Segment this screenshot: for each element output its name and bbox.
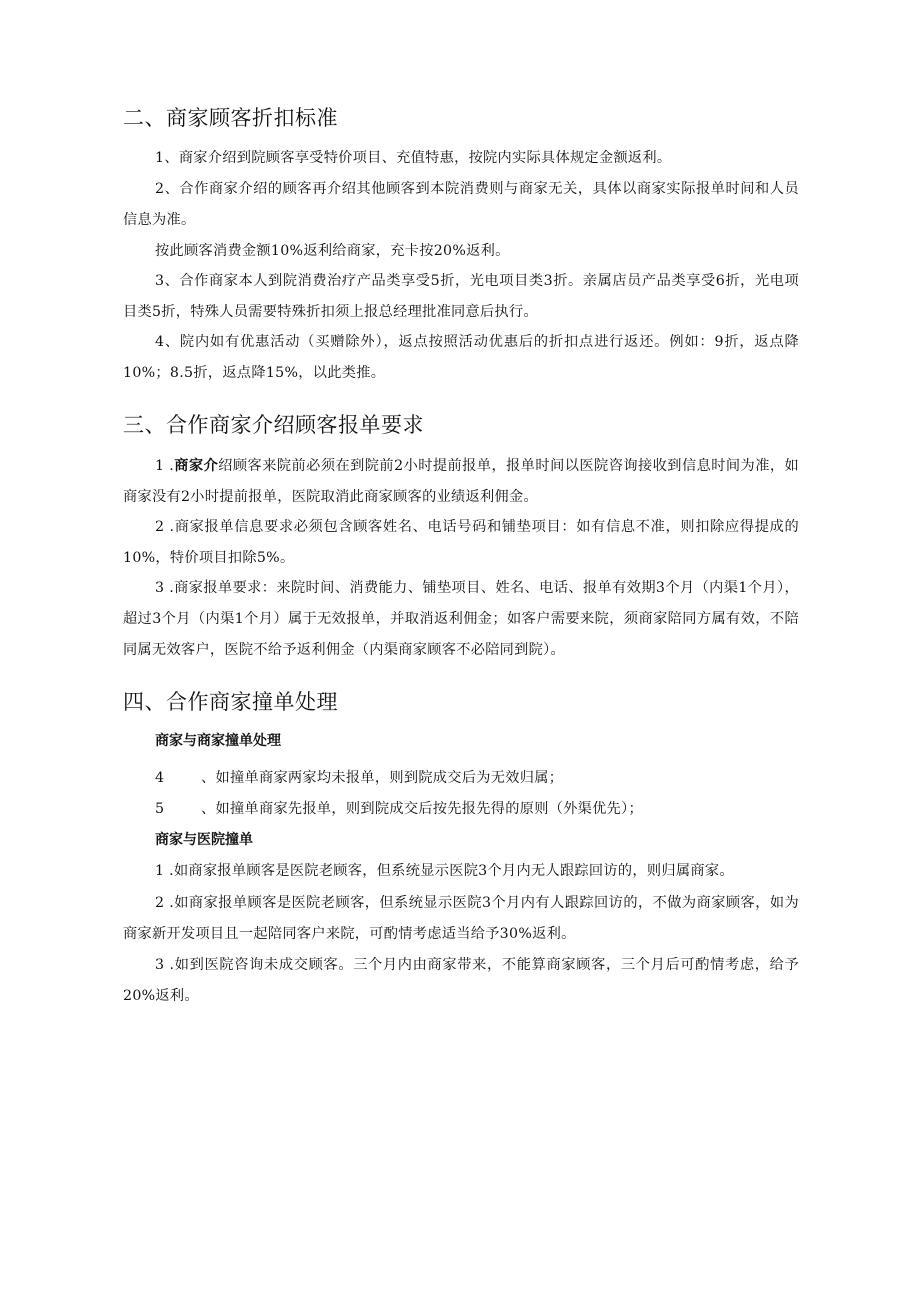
section-3-paragraph-2: 2 .商家报单信息要求必须包含顾客姓名、电话号码和铺垫项目：如有信息不准，则扣除应得提成的10%，特价项目扣除5%。 [123,519,799,566]
section-2-paragraph-4: 4、院内如有优惠活动（买赠除外），返点按照活动优惠后的折扣点进行返还。例如：9折，返点降10%；8.5折，返点降15%，以此类推。 [123,334,799,381]
section-2-paragraph-2b: 按此顾客消费金额10%返利给商家，充卡按20%返利。 [155,243,510,259]
section-3-paragraph-3: 3 .商家报单要求：来院时间、消费能力、铺垫项目、姓名、电话、报单有效期3个月（内渠1个月），超过3个月（内渠1个月）属于无效报单，并取消返利佣金；如客户需要来院，须商家陪同方属有效，不陪同属无效客户，医院不给予返利佣金（内渠商家顾客不必陪同到院）。 [123,580,799,658]
section-3-p1-lead: 1 . [155,458,175,474]
section-2-paragraph-3: 3、合作商家本人到院消费治疗产品类享受5折，光电项目类3折。亲属店员产品类享受6折，光电项目类5折，特殊人员需要特殊折扣须上报总经理批准同意后执行。 [123,273,799,320]
item-5-text: 、如撞单商家先报单，则到院成交后按先报先得的原则（外渠优先）； [201,801,644,817]
section-3-p1-bold: 商家介 [174,458,219,474]
section-2-paragraph-2: 2、合作商家介绍的顾客再介绍其他顾客到本院消费则与商家无关，具体以商家实际报单时间和人员信息为准。 [123,181,799,228]
item-5-number: 5 [155,801,165,817]
section-3-heading: 三、合作商家介绍顾客报单要求 [123,413,424,437]
subheading-merchant-vs-merchant: 商家与商家撞单处理 [155,733,281,749]
section-2-heading: 二、商家顾客折扣标准 [123,106,338,130]
section-4-paragraph-3: 3 .如到医院咨询未成交顾客。三个月内由商家带来，不能算商家顾客，三个月后可酌情考虑，给予20%返利。 [123,957,799,1004]
section-4-paragraph-2: 2 .如商家报单顾客是医院老顾客，但系统显示医院3个月内有人跟踪回访的，不做为商家顾客，如为商家新开发项目且一起陪同客户来院，可酌情考虑适当给予30%返利。 [123,895,799,942]
subheading-merchant-vs-hospital: 商家与医院撞单 [155,832,253,848]
section-4-heading: 四、合作商家撞单处理 [123,690,338,714]
item-4-number: 4 [155,770,165,786]
section-2-paragraph-1: 1、商家介绍到院顾客享受特价项目、充值特惠，按院内实际具体规定金额返利。 [155,150,672,166]
section-3-p1-rest: 绍顾客来院前必须在到院前2小时提前报单，报单时间以医院咨询接收到信息时间为准，如商家没有2小时提前报单，医院取消此商家顾客的业绩返利佣金。 [123,458,800,505]
section-3-paragraph-1 [123,451,799,513]
section-4-paragraph-1: 1 .如商家报单顾客是医院老顾客，但系统显示医院3个月内无人跟踪回访的，则归属商家。 [155,863,734,879]
item-4-text: 、如撞单商家两家均未报单，则到院成交后为无效归属； [201,770,564,786]
